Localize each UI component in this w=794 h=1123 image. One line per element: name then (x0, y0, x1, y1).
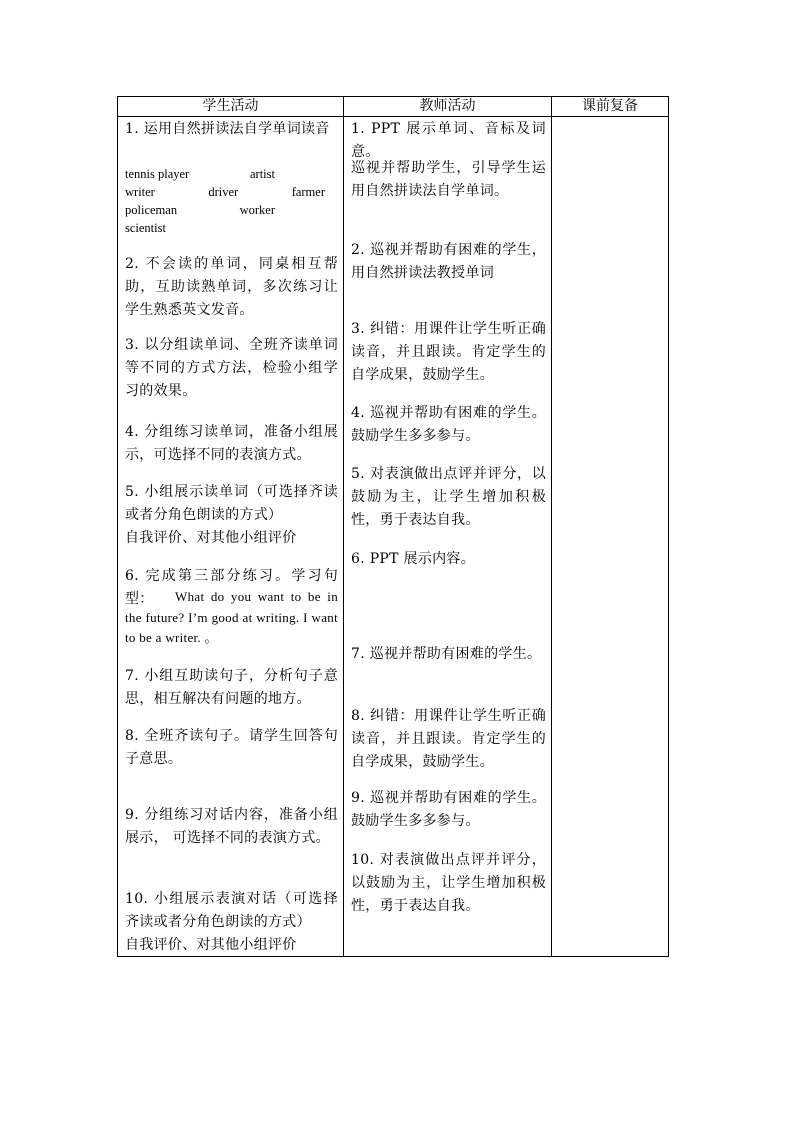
vocab-word: tennis player (125, 167, 190, 181)
teacher-item-5: 5. 对表演做出点评并评分，以鼓励为主，让学生增加积极性，勇于表达自我。 (351, 466, 546, 528)
teacher-item-1: 1. PPT 展示单词、音标及词意。 (351, 121, 546, 160)
content-row (118, 117, 669, 957)
student-item-6-sentences: What do you want to be in the future? I’m good at writing. I want to be a writer. 。 (125, 589, 338, 645)
student-item-3: 3. 以分组读单词、全班齐读单词等不同的方式方法，检验小组学习的效果。 (125, 337, 338, 399)
student-item-9: 9. 分组练习对话内容，准备小组展示， 可选择不同的表演方式。 (125, 807, 338, 846)
student-item-1: 1. 运用自然拼读法自学单词读音 (125, 121, 330, 137)
pre-class-prep-cell (552, 117, 669, 957)
vocab-word: farmer (291, 185, 325, 199)
vocab-row (125, 183, 325, 201)
header-row (118, 97, 669, 117)
lesson-plan-table (117, 96, 669, 957)
student-item-6: 6. 完成第三部分练习。学习句型： (125, 568, 338, 607)
header-pre-class-prep: 课前复备 (552, 97, 669, 117)
header-student-activities: 学生活动 (118, 97, 344, 117)
header-teacher-activities: 教师活动 (344, 97, 552, 117)
student-item-5: 5. 小组展示读单词（可选择齐读或者分角色朗读的方式） (125, 484, 338, 523)
teacher-item-7: 7. 巡视并帮助有困难的学生。 (351, 646, 542, 662)
teacher-item-2: 2. 巡视并帮助有困难的学生，用自然拼读法教授单词 (351, 242, 546, 281)
vocabulary-list (125, 165, 325, 237)
vocab-word: worker (239, 203, 275, 217)
student-item-10: 10. 小组展示表演对话（可选择齐读或者分角色朗读的方式） (125, 891, 338, 930)
vocab-row (125, 219, 325, 237)
vocab-word: driver (208, 185, 239, 199)
student-activities-cell (118, 117, 344, 957)
student-item-2: 2. 不会读的单词，同桌相互帮助，互助读熟单词，多次练习让学生熟悉英文发音。 (125, 256, 338, 318)
student-item-7: 7. 小组互助读句子，分析句子意思，相互解决有问题的地方。 (125, 668, 338, 707)
teacher-item-1-guidance: 巡视并帮助学生，引导学生运用自然拼读法自学单词。 (351, 160, 546, 199)
vocab-word: scientist (125, 221, 166, 235)
vocab-row (125, 165, 275, 183)
student-item-5-evaluation: 自我评价、对其他小组评价 (125, 530, 297, 546)
student-item-4: 4. 分组练习读单词，准备小组展示，可选择不同的表演方式。 (125, 424, 338, 463)
vocab-word: writer (125, 185, 155, 199)
teacher-item-4: 4. 巡视并帮助有困难的学生。鼓励学生多多参与。 (351, 405, 546, 444)
vocab-row (125, 201, 275, 219)
teacher-item-6: 6. PPT 展示内容。 (351, 551, 476, 567)
teacher-activities-cell (344, 117, 552, 957)
teacher-item-10: 10. 对表演做出点评并评分，以鼓励为主，让学生增加积极性，勇于表达自我。 (351, 852, 546, 914)
teacher-item-9: 9. 巡视并帮助有困难的学生。鼓励学生多多参与。 (351, 790, 546, 829)
teacher-item-8: 8. 纠错：用课件让学生听正确读音，并且跟读。肯定学生的自学成果，鼓励学生。 (351, 708, 546, 770)
student-item-10-evaluation: 自我评价、对其他小组评价 (125, 937, 297, 953)
vocab-word: artist (250, 167, 275, 181)
teacher-item-3: 3. 纠错：用课件让学生听正确读音，并且跟读。肯定学生的自学成果，鼓励学生。 (351, 321, 546, 383)
vocab-word: policeman (125, 203, 178, 217)
student-item-8: 8. 全班齐读句子。请学生回答句子意思。 (125, 728, 338, 767)
